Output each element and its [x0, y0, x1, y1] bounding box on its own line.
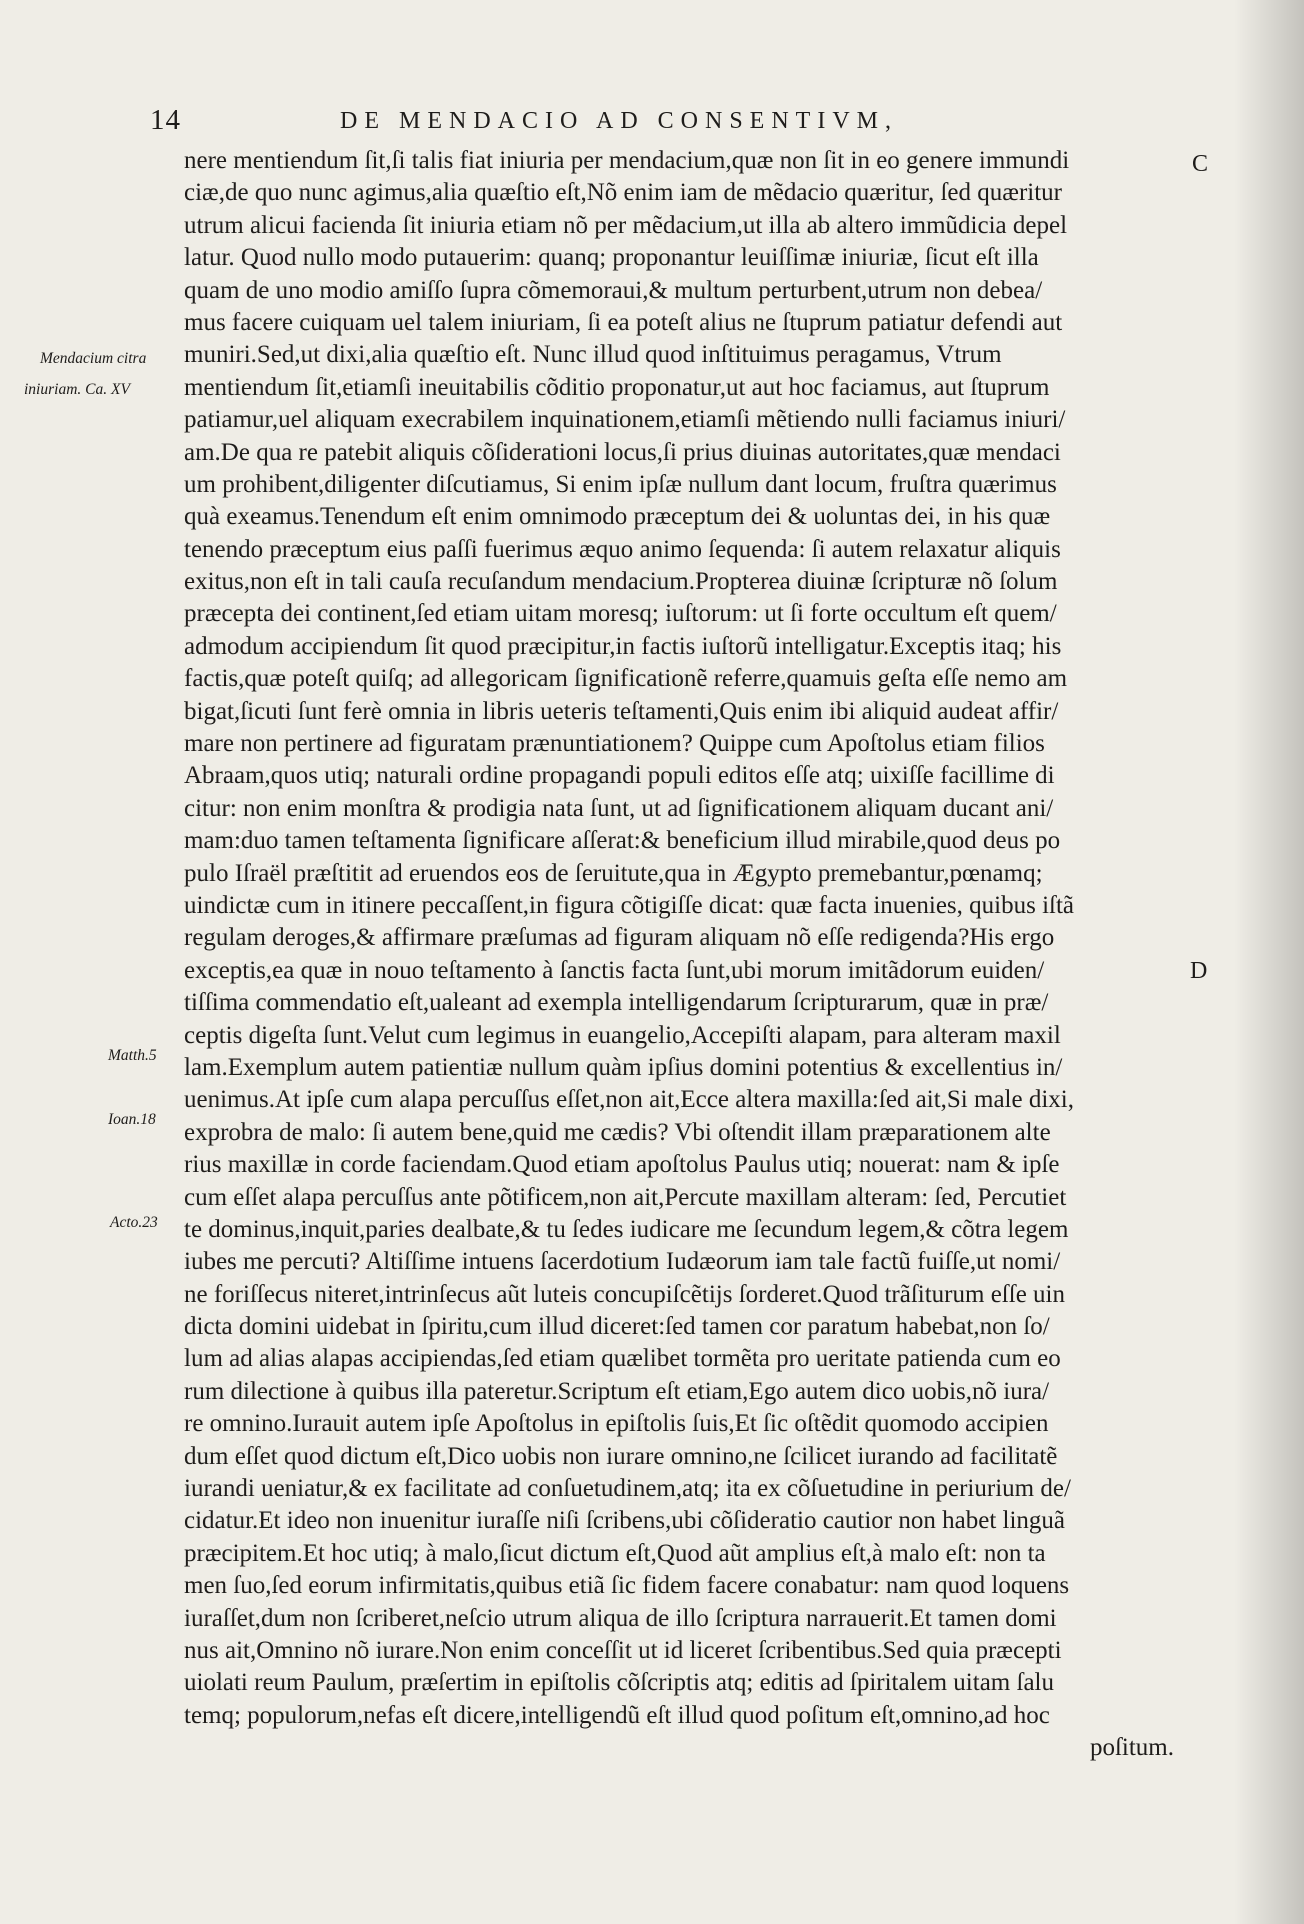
text-line: Abraam,quos utiq; naturali ordine propagandi populi editos eſſe atq; uixiſſe facillime di — [184, 762, 1055, 790]
text-line: muniri.Sed,ut dixi,alia quæſtio eſt. Nunc illud quod inſtituimus peragamus, Vtrum — [184, 341, 1002, 369]
text-line: te dominus,inquit,paries dealbate,& tu ſedes iudicare me ſecundum legem,& cõtra legem — [184, 1215, 1069, 1243]
text-line: quà exeamus.Tenendum eſt enim omnimodo præceptum dei & uoluntas dei, in his quæ — [184, 503, 1051, 531]
catchword: poſitum. — [1089, 1734, 1174, 1762]
text-line: mentiendum ſit,etiamſi ineuitabilis cõditio proponatur,ut aut hoc faciamus, aut ſtuprum — [184, 373, 1050, 401]
text-line: præcepta dei continent,ſed etiam uitam moresq; iuſtorum: ut ſi forte occultum eſt quem/ — [184, 600, 1057, 628]
section-letter-d: D — [1190, 958, 1208, 984]
running-title: DE MENDACIO AD CONSENTIVM, — [340, 108, 898, 134]
text-line: men ſuo,ſed eorum infirmitatis,quibus etiã ſic fidem facere conabatur: nam quod loquens — [184, 1572, 1070, 1600]
text-line: utrum alicui facienda ſit iniuria etiam nõ per mẽdacium,ut illa ab altero immũdicia depel — [184, 211, 1068, 239]
page-header — [150, 104, 1050, 138]
text-line: ceptis digeſta ſunt.Velut cum legimus in euangelio,Accepiſti alapam, para alteram maxil — [184, 1021, 1061, 1049]
text-line: ciæ,de quo nunc agimus,alia quæſtio eſt,Nõ enim iam de mẽdacio quæritur, ſed quæritur — [184, 179, 1062, 207]
margin-note-matth: Matth.5 — [108, 1047, 157, 1064]
text-line: um prohibent,diligenter diſcutiamus, Si enim ipſæ nullum dant locum, fruſtra quærimus — [184, 470, 1057, 498]
text-line: uindictæ cum in itinere peccaſſent,in figura cõtigiſſe dicat: quæ facta inuenies, quibus iſtã — [184, 891, 1075, 919]
text-line: uenimus.At ipſe cum alapa percuſſus eſſet,non ait,Ecce altera maxilla:ſed ait,Si male dixi, — [184, 1086, 1074, 1114]
text-line: quam de uno modio amiſſo ſupra cõmemoraui,& multum perturbent,utrum non debea/ — [184, 276, 1043, 304]
text-line: dicta domini uidebat in ſpiritu,cum illud diceret:ſed tamen cor paratum habebat,non ſo/ — [184, 1313, 1050, 1341]
text-line: ne foriſſecus niteret,intrinſecus aũt luteis concupiſcẽtijs ſorderet.Quod trãſiturum eſſe uin — [184, 1280, 1065, 1308]
text-line: patiamur,uel aliquam execrabilem inquinationem,etiamſi mẽtiendo nulli faciamus iniuri/ — [184, 406, 1066, 434]
text-line: regulam deroges,& affirmare præſumas ad figuram aliquam nõ eſſe redigenda?His ergo — [184, 924, 1055, 952]
text-line: lum ad alias alapas accipiendas,ſed etiam quælibet tormẽta pro ueritate patienda cum eo — [184, 1345, 1061, 1373]
text-line: pulo Iſraël præſtitit ad eruendos eos de ſeruitute,qua in Ægypto premebantur,pœnamq; — [184, 859, 1043, 887]
text-line: exprobra de malo: ſi autem bene,quid me cædis? Vbi oſtendit illam præparationem alte — [184, 1118, 1051, 1146]
text-line: exceptis,ea quæ in nouo teſtamento à ſanctis facta ſunt,ubi morum imitãdorum euiden/ — [184, 956, 1045, 984]
page-edge-shadow — [1234, 0, 1304, 1924]
margin-note-mendacium-chapter: iniuriam. Ca. XV — [24, 381, 130, 398]
text-line: cum eſſet alapa percuſſus ante põtificem,non ait,Percute maxillam alteram: ſed, Percutiet — [184, 1183, 1067, 1211]
text-line: tiſſima commendatio eſt,ualeant ad exempla intelligendarum ſcripturarum, quæ in præ/ — [184, 989, 1049, 1017]
text-line: bigat,ſicuti ſunt ferè omnia in libris ueteris teſtamenti,Quis enim ibi aliquid audeat affir/ — [184, 697, 1059, 725]
text-line: rius maxillæ in corde faciendam.Quod etiam apoſtolus Paulus utiq; nouerat: nam & ipſe — [184, 1151, 1060, 1179]
text-line: cidatur.Et ideo non inuenitur iuraſſe niſi ſcribens,ubi cõſideratio cautior non habet linguã — [184, 1507, 1066, 1535]
body-text — [184, 145, 1186, 1765]
text-line: lam.Exemplum autem patientiæ nullum quàm ipſius domini potentius & excellentius in/ — [184, 1053, 1063, 1081]
text-line: mam:duo tamen teſtamenta ſignificare aſſerat:& beneficium illud mirabile,quod deus po — [184, 827, 1061, 855]
text-line: nere mentiendum ſit,ſi talis fiat iniuria per mendacium,quæ non ſit in eo genere immundi — [184, 147, 1070, 174]
text-line: iuraſſet,dum non ſcriberet,neſcio utrum aliqua de illo ſcriptura narrauerit.Et tamen domi — [184, 1604, 1057, 1632]
text-line: latur. Quod nullo modo putauerim: quanq; proponantur leuiſſimæ iniuriæ, ſicut eſt illa — [184, 244, 1039, 272]
text-line: mare non pertinere ad figuratam prænuntiationem? Quippe cum Apoſtolus etiam filios — [184, 730, 1045, 758]
margin-note-acto: Acto.23 — [110, 1214, 158, 1231]
text-line: rum dilectione à quibus illa pateretur.Scriptum eſt etiam,Ego autem dico uobis,nõ iura/ — [184, 1377, 1050, 1405]
text-line: nus ait,Omnino nõ iurare.Non enim conceſſit ut id liceret ſcribentibus.Sed quia præcepti — [184, 1636, 1062, 1664]
text-line: temq; populorum,nefas eſt dicere,intelligendũ eſt illud quod poſitum eſt,omnino,ad hoc — [184, 1701, 1050, 1729]
text-line: præcipitem.Et hoc utiq; à malo,ſicut dictum eſt,Quod aũt amplius eſt,à malo eſt: non ta — [184, 1539, 1046, 1567]
text-line: tenendo præceptum eius paſſi fuerimus æquo animo ſequenda: ſi autem relaxatur aliquis — [184, 535, 1061, 563]
text-line: admodum accipiendum ſit quod præcipitur,in factis iuſtorũ intelligatur.Exceptis itaq; his — [184, 632, 1062, 660]
text-line: re omnino.Iurauit autem ipſe Apoſtolus in epiſtolis ſuis,Et ſic oſtẽdit quomodo accipien — [184, 1410, 1049, 1438]
text-line: citur: non enim monſtra & prodigia nata ſunt, ut ad ſignificationem aliquam ducant ani/ — [184, 794, 1054, 822]
text-line: exitus,non eſt in tali cauſa recuſandum mendacium.Propterea diuinæ ſcripturæ nõ ſolum — [184, 568, 1058, 596]
section-letter-c: C — [1192, 151, 1209, 177]
text-line: iurandi ueniatur,& ex facilitate ad conſuetudinem,atq; ita ex cõſuetudine in periurium de/ — [184, 1475, 1071, 1503]
text-line: uiolati reum Paulum, præſertim in epiſtolis cõſcriptis atq; editis ad ſpiritalem uitam ſalu — [184, 1669, 1054, 1697]
margin-note-mendacium: Mendacium citra — [40, 350, 147, 367]
text-line: factis,quæ poteſt quiſq; ad allegoricam ſignificationẽ referre,quamuis geſta eſſe nemo am — [184, 665, 1068, 693]
text-line: am.De qua re patebit aliquis cõſiderationi locus,ſi prius diuinas autoritates,quæ mendaci — [184, 438, 1061, 466]
page-number: 14 — [150, 104, 181, 136]
margin-note-ioan: Ioan.18 — [108, 1111, 156, 1128]
text-line: mus facere cuiquam uel talem iniuriam, ſi ea poteſt alius ne ſtuprum patiatur defendi aut — [184, 308, 1063, 336]
text-line: iubes me percuti? Altiſſime intuens ſacerdotium Iudæorum iam tale factũ fuiſſe,ut nomi/ — [184, 1248, 1061, 1276]
text-line: dum eſſet quod dictum eſt,Dico uobis non iurare omnino,ne ſcilicet iurando ad facilitatẽ — [184, 1442, 1058, 1470]
